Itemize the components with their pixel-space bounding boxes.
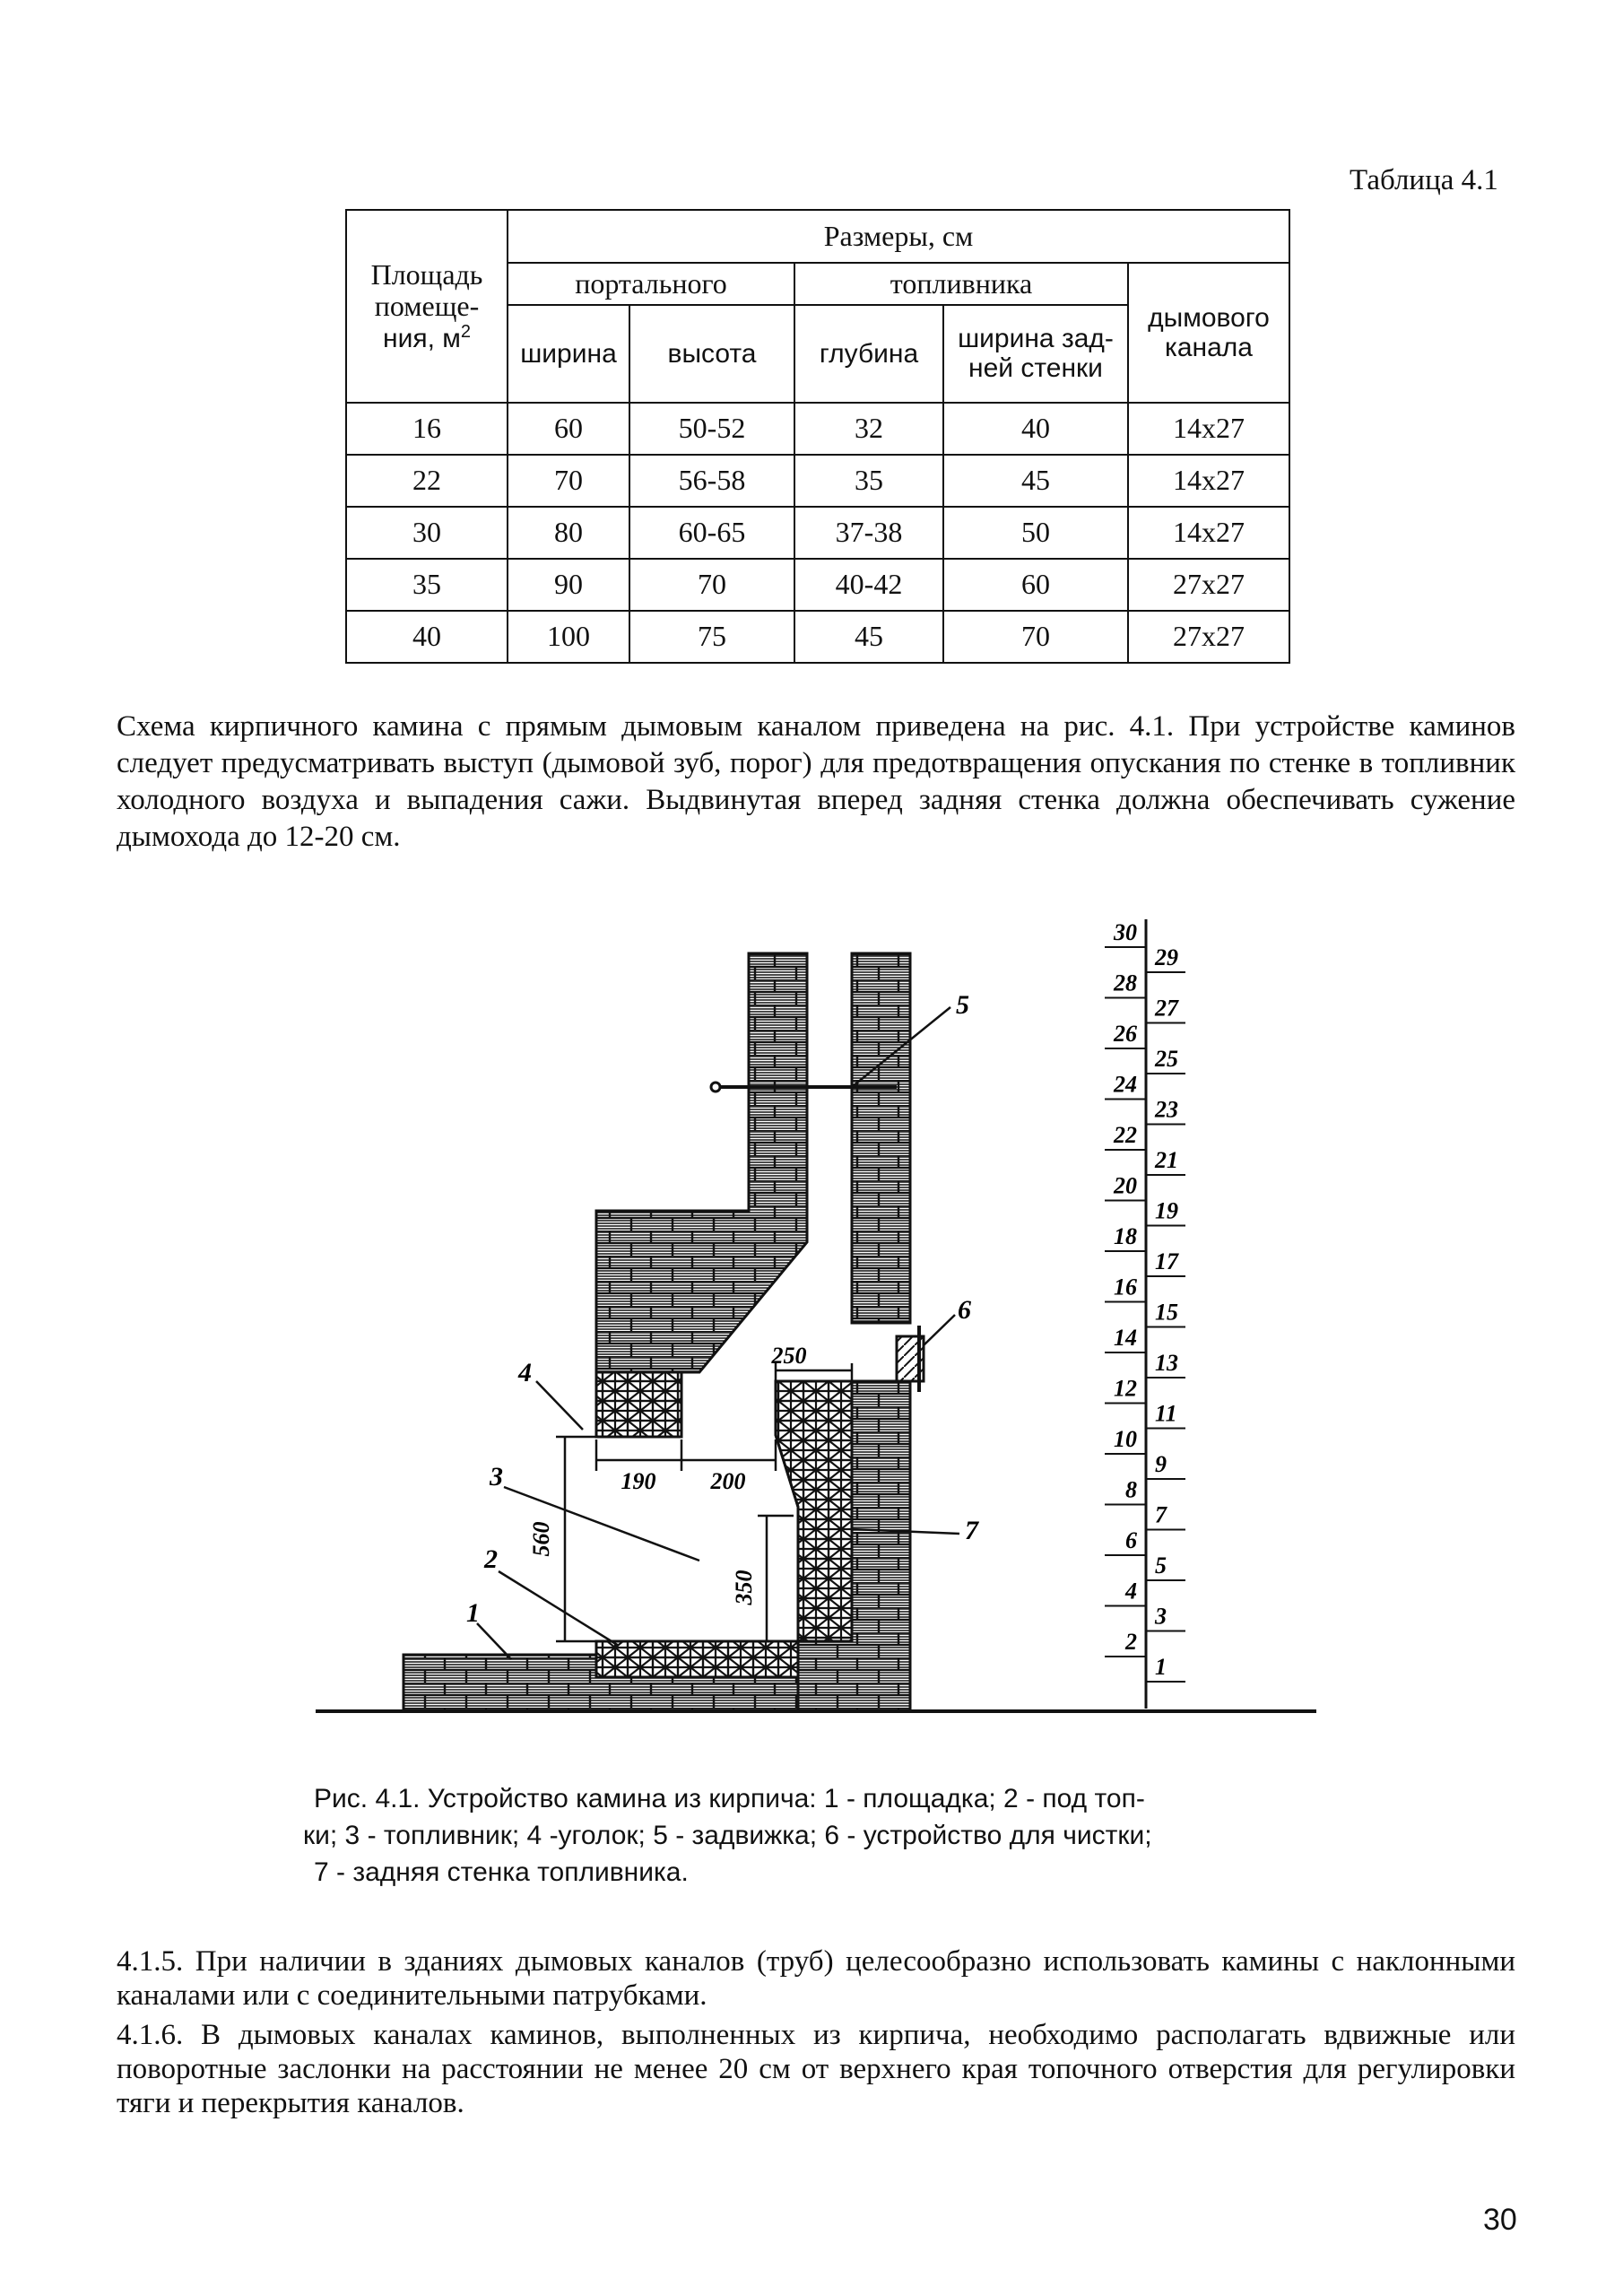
back-wall-firebrick [776,1381,852,1641]
cell: 100 [508,611,629,663]
cell: 60-65 [629,507,794,559]
caption-line-2: ки; 3 - топливник; 4 -уголок; 5 - задвижка; 6 - устройство для чистки; [303,1821,1152,1850]
cell: 16 [346,403,508,455]
ruler-left-label-28: 28 [1114,970,1137,996]
cell: 45 [794,611,943,663]
cell: 27х27 [1128,611,1289,663]
ruler-right-label-27: 27 [1155,995,1178,1022]
ruler-right-label-1: 1 [1155,1654,1167,1680]
header-flue [1128,263,1289,403]
ruler-left-label-26: 26 [1114,1021,1137,1047]
cell: 40 [346,611,508,663]
table-row [346,507,1289,559]
ruler-left-label-20: 20 [1114,1172,1137,1199]
dim-350: 350 [731,1570,757,1605]
cell: 50-52 [629,403,794,455]
ruler-right-label-13: 13 [1155,1350,1178,1376]
ruler-left-label-6: 6 [1125,1527,1137,1553]
intro-paragraph: Схема кирпичного камина с прямым дымовым каналом приведена на рис. 4.1. При устройстве каминов следует предусматривать выступ (дымовой зуб, порог) для предотвращения опускания по стенке в топливник холодного воздуха и выпадения сажи. Выдвинутая вперед задняя стенка должна обеспечивать сужение дымохода до 12-20 см. [117,710,1515,853]
table-row [346,559,1289,611]
dimensions-table [345,209,1290,664]
ruler-left-label-30: 30 [1114,919,1137,945]
paragraph-4-1-6: 4.1.6. В дымовых каналах каминов, выполненных из кирпича, необходимо располагать вдвижные или поворотные заслонки на расстоянии не менее 20 см от верхнего края топочного отверстия для регулировки тяги и перекрытия каналов. [117,2019,1515,2119]
dim-560: 560 [528,1521,554,1557]
header-area [346,210,508,403]
paragraph-4-1-5: 4.1.5. При наличии в зданиях дымовых каналов (труб) целесообразно использовать камины с наклонными каналами или с соединительными патрубками. [117,1945,1515,2012]
callout-7: 7 [965,1516,978,1545]
cell: 14х27 [1128,455,1289,507]
ruler-right-label-11: 11 [1155,1400,1177,1427]
cell: 30 [346,507,508,559]
table-row [346,455,1289,507]
cell: 45 [943,455,1128,507]
callout-3: 3 [490,1462,503,1492]
cell: 14х27 [1128,403,1289,455]
rear-chimney-wall [852,953,910,1323]
header-flue-line1: дымового [1148,302,1270,333]
ruler-left-labels [1105,919,1146,1657]
callout-4: 4 [518,1358,532,1387]
cell: 75 [629,611,794,663]
cell: 80 [508,507,629,559]
header-area-line3: ния, $м^2$ [383,322,471,353]
cell: 22 [346,455,508,507]
header-back-width [943,305,1128,403]
header-sizes: Размеры, см [508,210,1289,263]
cell: 70 [508,455,629,507]
ruler-right-label-15: 15 [1155,1299,1178,1326]
header-depth: глубина [794,305,943,403]
ruler-right-labels [1146,944,1185,1682]
ruler-right-label-23: 23 [1155,1096,1178,1123]
fireplace-diagram [305,906,1327,1749]
lintel-firebrick [596,1372,681,1437]
dim-250: 250 [771,1343,807,1369]
header-portal: портального [508,263,794,305]
ruler-right-label-5: 5 [1155,1552,1167,1578]
cell: 32 [794,403,943,455]
header-area-line1: Площадь [370,257,483,291]
header-back-width-line1: ширина зад- [958,324,1114,354]
cell: 70 [629,559,794,611]
callout-2: 2 [484,1544,498,1574]
ruler-right-label-7: 7 [1155,1501,1167,1528]
ruler-left-label-14: 14 [1114,1325,1137,1351]
cell: 56-58 [629,455,794,507]
ruler-right-label-17: 17 [1155,1248,1178,1274]
table-row [346,611,1289,663]
dim-190: 190 [621,1468,656,1494]
cell: 27х27 [1128,559,1289,611]
ruler-right-label-25: 25 [1155,1046,1178,1072]
ruler-left-label-2: 2 [1125,1629,1137,1655]
header-area-line2: помеще- [374,289,480,322]
cell: 70 [943,611,1128,663]
cell: 60 [943,559,1128,611]
cell: 40-42 [794,559,943,611]
ruler-right-label-21: 21 [1155,1147,1178,1173]
ruler-left-label-16: 16 [1114,1274,1137,1300]
ruler-left-label-18: 18 [1114,1223,1137,1249]
ruler-left-label-12: 12 [1114,1375,1137,1402]
ruler-left-label-24: 24 [1114,1071,1137,1098]
ruler-right-label-19: 19 [1155,1197,1178,1224]
fireplace-figure [305,906,1327,1749]
table-row [346,403,1289,455]
ruler-left-label-4: 4 [1125,1578,1137,1605]
dim-200: 200 [710,1468,746,1494]
header-height: высота [629,305,794,403]
ruler-left-label-8: 8 [1125,1476,1137,1503]
callout-5: 5 [956,990,969,1020]
ruler-right-label-29: 29 [1155,944,1178,970]
cell: 14х27 [1128,507,1289,559]
header-firebox: топливника [794,263,1128,305]
ruler-right-label-9: 9 [1155,1451,1167,1477]
page-number: 30 [1483,2203,1517,2237]
table-title: Таблица 4.1 [1350,164,1498,196]
ruler-right-label-3: 3 [1155,1603,1167,1630]
ruler-left-label-10: 10 [1114,1426,1137,1452]
cell: 37-38 [794,507,943,559]
cell: 60 [508,403,629,455]
cell: 35 [794,455,943,507]
cell: 50 [943,507,1128,559]
cell: 40 [943,403,1128,455]
caption-line-3: 7 - задняя стенка топливника. [314,1857,689,1887]
header-width: ширина [508,305,629,403]
ruler-left-label-22: 22 [1114,1122,1137,1148]
cell: 90 [508,559,629,611]
header-back-width-line2: ней стенки [968,353,1103,384]
caption-line-1: Рис. 4.1. Устройство камина из кирпича: 1 - площадка; 2 - под топ- [314,1784,1145,1813]
cell: 35 [346,559,508,611]
callout-6: 6 [958,1295,971,1325]
callout-1: 1 [466,1598,480,1628]
header-flue-line2: канала [1165,332,1253,362]
figure-caption [303,1780,1327,1891]
